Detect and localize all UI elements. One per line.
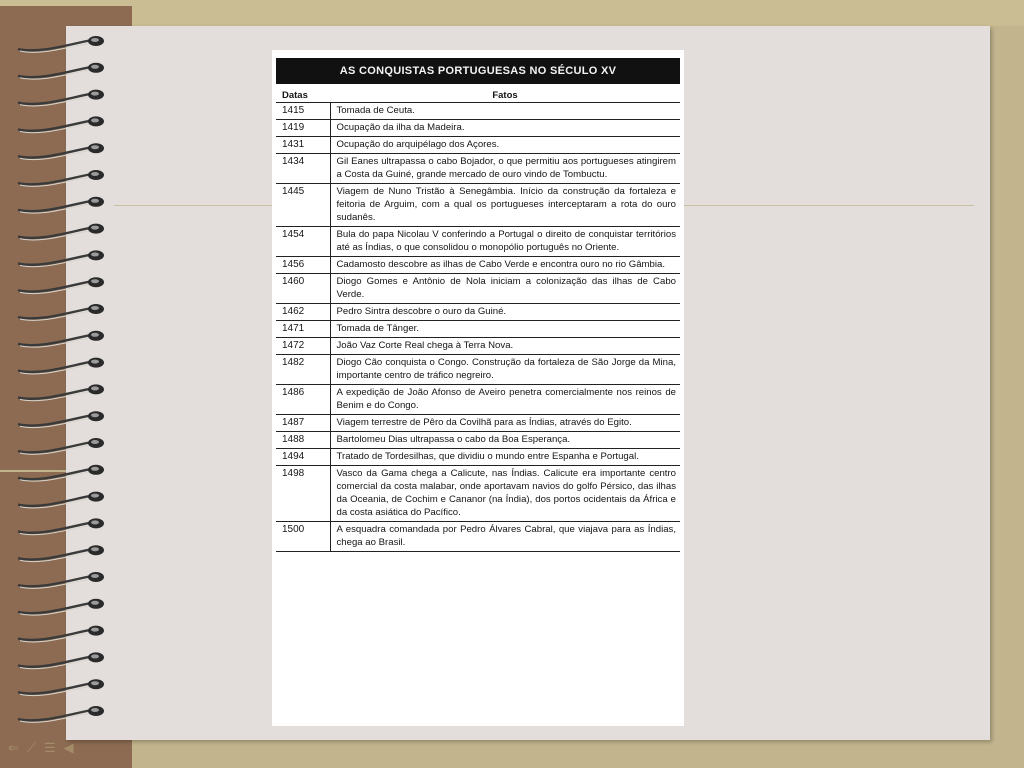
row-date: 1500 bbox=[276, 522, 330, 552]
row-date: 1498 bbox=[276, 466, 330, 522]
row-date: 1494 bbox=[276, 449, 330, 466]
table-row bbox=[276, 415, 680, 432]
pen-icon[interactable]: ⟋ bbox=[26, 740, 37, 755]
spiral-ring bbox=[18, 224, 104, 240]
table-row bbox=[276, 522, 680, 552]
row-fact: Tomada de Ceuta. bbox=[330, 103, 680, 120]
spiral-ring bbox=[18, 116, 104, 132]
spiral-binding bbox=[0, 30, 112, 740]
row-date: 1471 bbox=[276, 321, 330, 338]
table-row bbox=[276, 385, 680, 415]
row-fact: Tomada de Tânger. bbox=[330, 321, 680, 338]
row-fact: Tratado de Tordesilhas, que dividiu o mundo entre Espanha e Portugal. bbox=[330, 449, 680, 466]
row-date: 1454 bbox=[276, 227, 330, 257]
spiral-ring bbox=[18, 492, 104, 508]
table-row bbox=[276, 137, 680, 154]
header-dates: Datas bbox=[276, 88, 330, 103]
spiral-ring bbox=[18, 197, 104, 213]
table-row bbox=[276, 257, 680, 274]
spiral-ring bbox=[18, 36, 104, 52]
spiral-ring bbox=[18, 250, 104, 266]
row-fact: Ocupação do arquipélago dos Açores. bbox=[330, 137, 680, 154]
row-fact: Ocupação da ilha da Madeira. bbox=[330, 120, 680, 137]
table-header-row bbox=[276, 88, 680, 103]
spiral-ring bbox=[18, 358, 104, 374]
spiral-ring bbox=[18, 679, 104, 695]
row-date: 1472 bbox=[276, 338, 330, 355]
row-date: 1487 bbox=[276, 415, 330, 432]
page-rule-right bbox=[684, 205, 974, 206]
spiral-ring bbox=[18, 518, 104, 534]
row-fact: Viagem terrestre de Pêro da Covilhã para as Índias, através do Egito. bbox=[330, 415, 680, 432]
row-fact: Gil Eanes ultrapassa o cabo Bojador, o que permitiu aos portugueses atingirem a Costa da Guiné, grande mercado de ouro vindo de Tombuctu. bbox=[330, 154, 680, 184]
row-date: 1445 bbox=[276, 184, 330, 227]
row-fact: Cadamosto descobre as ilhas de Cabo Verde e encontra ouro no rio Gâmbia. bbox=[330, 257, 680, 274]
row-date: 1434 bbox=[276, 154, 330, 184]
spiral-ring bbox=[18, 331, 104, 347]
row-fact: Bula do papa Nicolau V conferindo a Portugal o direito de conquistar territórios até as Índias, o que consolidou o monopólio português no Oriente. bbox=[330, 227, 680, 257]
row-date: 1419 bbox=[276, 120, 330, 137]
table-row bbox=[276, 120, 680, 137]
table-row bbox=[276, 432, 680, 449]
spiral-ring bbox=[18, 572, 104, 588]
conquests-table bbox=[276, 88, 680, 552]
row-fact: A esquadra comandada por Pedro Álvares Cabral, que viajava para as Índias, chega ao Brasil. bbox=[330, 522, 680, 552]
table-row bbox=[276, 449, 680, 466]
row-date: 1482 bbox=[276, 355, 330, 385]
spiral-ring bbox=[18, 706, 104, 722]
row-date: 1460 bbox=[276, 274, 330, 304]
table-row bbox=[276, 304, 680, 321]
table-row bbox=[276, 227, 680, 257]
spiral-ring bbox=[18, 304, 104, 320]
audio-icon[interactable]: ◀ bbox=[63, 740, 74, 755]
table-row bbox=[276, 103, 680, 120]
table-row bbox=[276, 466, 680, 522]
row-fact: João Vaz Corte Real chega à Terra Nova. bbox=[330, 338, 680, 355]
row-fact: Diogo Cão conquista o Congo. Construção da fortaleza de São Jorge da Mina, importante centro de tráfico negreiro. bbox=[330, 355, 680, 385]
frame-top bbox=[0, 0, 1024, 26]
page-rule-left bbox=[114, 205, 272, 206]
spiral-ring bbox=[18, 384, 104, 400]
table-row bbox=[276, 338, 680, 355]
arrow-left-icon[interactable]: ⇐ bbox=[8, 740, 19, 755]
row-fact: Pedro Sintra descobre o ouro da Guiné. bbox=[330, 304, 680, 321]
row-date: 1462 bbox=[276, 304, 330, 321]
row-fact: Viagem de Nuno Tristão à Senegâmbia. Início da construção da fortaleza e feitoria de Arguim, com a qual os portugueses interceptaram a rota do ouro sudanês. bbox=[330, 184, 680, 227]
row-fact: Vasco da Gama chega a Calicute, nas Índias. Calicute era importante centro comercial da costa malabar, onde aportavam navios do golfo Pérsico, das ilhas da Oceania, de Cochim e Cananor (na Índia), dos portos ocidentais da África e da costa asiática do Pacífico. bbox=[330, 466, 680, 522]
document-title: AS CONQUISTAS PORTUGUESAS NO SÉCULO XV bbox=[276, 58, 680, 84]
table-row bbox=[276, 355, 680, 385]
row-fact: Bartolomeu Dias ultrapassa o cabo da Boa Esperança. bbox=[330, 432, 680, 449]
slide-navigation bbox=[8, 740, 74, 756]
table-row bbox=[276, 321, 680, 338]
row-date: 1431 bbox=[276, 137, 330, 154]
row-fact: Diogo Gomes e Antônio de Nola iniciam a colonização das ilhas de Cabo Verde. bbox=[330, 274, 680, 304]
spiral-ring bbox=[18, 411, 104, 427]
spiral-ring bbox=[18, 63, 104, 79]
row-fact: A expedição de João Afonso de Aveiro penetra comercialmente nos reinos de Benim e do Congo. bbox=[330, 385, 680, 415]
header-facts: Fatos bbox=[330, 88, 680, 103]
row-date: 1488 bbox=[276, 432, 330, 449]
row-date: 1415 bbox=[276, 103, 330, 120]
row-date: 1486 bbox=[276, 385, 330, 415]
spiral-ring bbox=[18, 90, 104, 106]
scanned-document bbox=[272, 50, 684, 726]
table-row bbox=[276, 154, 680, 184]
spiral-ring bbox=[18, 277, 104, 293]
spiral-ring bbox=[18, 465, 104, 481]
spiral-ring bbox=[18, 626, 104, 642]
spiral-ring bbox=[18, 545, 104, 561]
spiral-ring bbox=[18, 143, 104, 159]
spiral-ring bbox=[18, 652, 104, 668]
table-row bbox=[276, 184, 680, 227]
menu-icon[interactable]: ☰ bbox=[44, 740, 56, 755]
row-date: 1456 bbox=[276, 257, 330, 274]
table-row bbox=[276, 274, 680, 304]
spiral-ring bbox=[18, 599, 104, 615]
spiral-ring bbox=[18, 170, 104, 186]
spiral-ring bbox=[18, 438, 104, 454]
